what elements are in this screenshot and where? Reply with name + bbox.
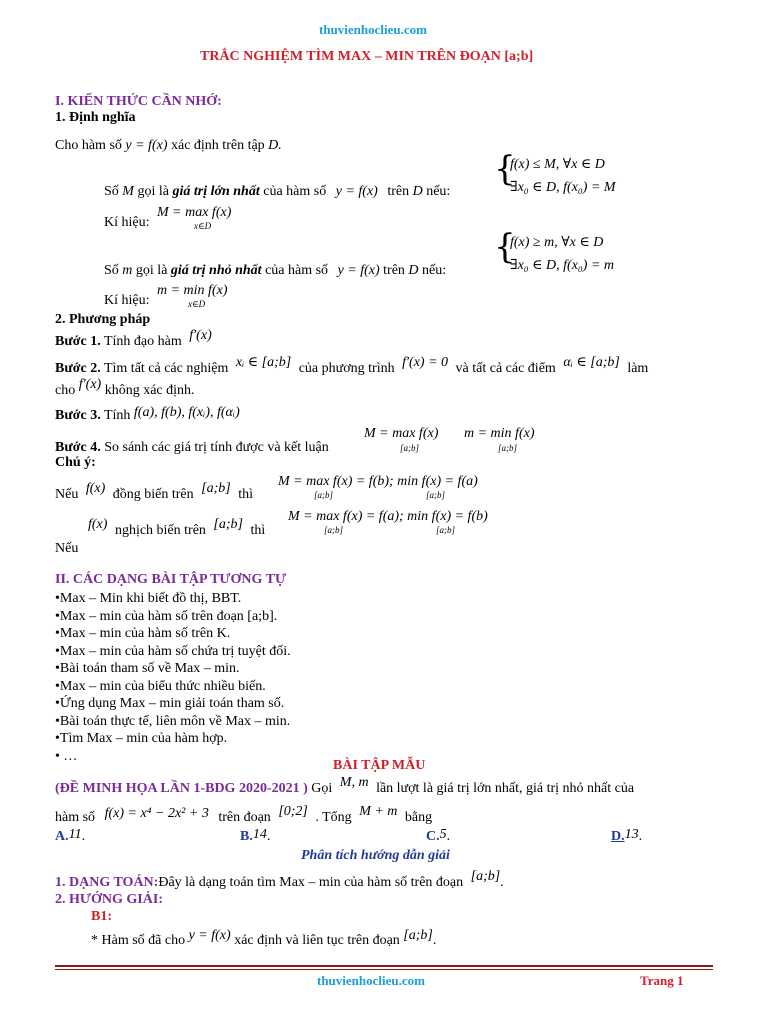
note-1-formula: M = max f(x) = f(b); min f(x) = f(a): [278, 474, 478, 489]
max-notation: Kí hiệu:: [104, 215, 150, 230]
option-b[interactable]: B.14.: [240, 827, 271, 844]
step-b1-text: * Hàm số đã cho y = f(x) xác định và liên tục trên đoạn [a;b].: [91, 928, 437, 948]
method-heading: 2. Phương pháp: [55, 312, 151, 327]
max-definition-line: Số M gọi là giá trị lớn nhất của hàm số y = f(x) trên D nếu:: [104, 184, 451, 199]
footer-divider: [55, 965, 713, 967]
list-item: •Max – min của hàm số trên K.: [55, 626, 231, 641]
list-item: •Max – Min khi biết đồ thị, BBT.: [55, 591, 242, 606]
definition-heading: 1. Định nghĩa: [55, 110, 136, 125]
list-item: •Max – min của hàm số trên đoạn [a;b].: [55, 608, 278, 624]
step-4-max-sub: [a;b]: [400, 443, 420, 453]
page-number: Trang 1: [640, 973, 684, 988]
min-notation-formula: m = min f(x): [157, 283, 228, 298]
note-2-sub-min: [a;b]: [436, 525, 456, 535]
exercise-type-list: [55, 590, 291, 765]
step-1: Bước 1. Tính đạo hàm f′(x): [55, 328, 212, 349]
step-4-min: m = min f(x): [464, 426, 535, 441]
solution-guide-heading: 2. HƯỚNG GIẢI:: [55, 892, 163, 907]
page-title: TRẮC NGHIỆM TÌM MAX – MIN TRÊN ĐOẠN [a;b]: [200, 49, 534, 64]
note-2-formula: M = max f(x) = f(a); min f(x) = f(b): [288, 509, 488, 524]
step-3: Bước 3. Tính f(a), f(b), f(xᵢ), f(αᵢ): [55, 405, 240, 423]
step-2: Bước 2. Tìm tất cả các nghiệm xᵢ ∈ [a;b] của phương trình f′(x) = 0 và tất cả các điểm αᵢ ∈ [a;b] làm: [55, 355, 649, 376]
max-notation-formula: M = max f(x): [157, 205, 232, 220]
step-2-cont: cho f′(x) không xác định.: [55, 377, 195, 398]
list-item: •Tìm Max – min của hàm hợp.: [55, 731, 228, 746]
note-1: Nếu f(x) đồng biến trên [a;b] thì: [55, 481, 253, 502]
section-1-heading: I. KIẾN THỨC CẦN NHỚ:: [55, 94, 222, 109]
section-2-heading: II. CÁC DẠNG BÀI TẬP TƯƠNG TỰ: [55, 572, 287, 587]
max-condition-1: f(x) ≤ M, ∀x ∈ D: [510, 157, 605, 172]
note-heading: Chú ý:: [55, 455, 96, 470]
max-notation-sub: x∈D: [194, 221, 212, 231]
min-notation: Kí hiệu:: [104, 293, 150, 308]
definition-line: Cho hàm số y = f(x) xác định trên tập D.: [55, 138, 282, 153]
note-2-prefix: Nếu: [55, 541, 79, 556]
analysis-heading: Phân tích hướng dẫn giải: [301, 848, 450, 863]
problem-type-line: 1. DẠNG TOÁN:Đây là dạng toán tìm Max – min của hàm số trên đoạn [a;b].: [55, 869, 504, 890]
list-item: •Bài toán tham số về Max – min.: [55, 661, 240, 676]
step-4: Bước 4. So sánh các giá trị tính được và kết luận: [55, 440, 329, 455]
list-item: •Max – min của hàm số chứa trị tuyệt đối.: [55, 643, 291, 659]
min-definition-line: Số m gọi là giá trị nhỏ nhất của hàm số y = f(x) trên D nếu:: [104, 263, 447, 278]
step-4-max: M = max f(x): [364, 426, 439, 441]
note-1-sub-max: [a;b]: [314, 490, 334, 500]
min-condition-1: f(x) ≥ m, ∀x ∈ D: [510, 235, 604, 250]
min-condition-2: ∃x₀ ∈ D, f(x₀) = m: [510, 258, 615, 273]
brace-min: {: [494, 227, 516, 267]
step-b1-label: B1:: [91, 909, 112, 924]
question-line-1: (ĐỀ MINH HỌA LẦN 1-BDG 2020-2021 ) Gọi M, m lần lượt là giá trị lớn nhất, giá trị nhỏ nhất của: [55, 775, 635, 796]
option-d[interactable]: D.13.: [611, 827, 643, 844]
example-heading: BÀI TẬP MẪU: [333, 758, 426, 773]
note-1-sub-min: [a;b]: [426, 490, 446, 500]
max-condition-2: ∃x₀ ∈ D, f(x₀) = M: [510, 180, 616, 195]
list-item: • …: [55, 748, 78, 764]
footer-divider-thin: [55, 969, 713, 970]
footer-site[interactable]: thuvienhoclieu.com: [317, 973, 425, 988]
brace-max: {: [494, 149, 516, 189]
list-item: •Ứng dụng Max – min giải toán tham số.: [55, 696, 285, 711]
site-header[interactable]: thuvienhoclieu.com: [319, 22, 427, 37]
list-item: •Max – min của biểu thức nhiều biến.: [55, 678, 266, 694]
min-notation-sub: x∈D: [188, 299, 206, 309]
note-2-sub-max: [a;b]: [324, 525, 344, 535]
note-2: f(x) nghịch biến trên [a;b] thì: [88, 517, 266, 538]
list-item: •Bài toán thực tế, liên môn về Max – min.: [55, 713, 291, 729]
option-c[interactable]: C.5.: [426, 827, 451, 844]
step-4-min-sub: [a;b]: [498, 443, 518, 453]
option-a[interactable]: A.11.: [55, 827, 86, 844]
question-line-2: hàm số f(x) = x⁴ − 2x² + 3 trên đoạn [0;2] . Tổng M + m bằng: [55, 804, 433, 825]
